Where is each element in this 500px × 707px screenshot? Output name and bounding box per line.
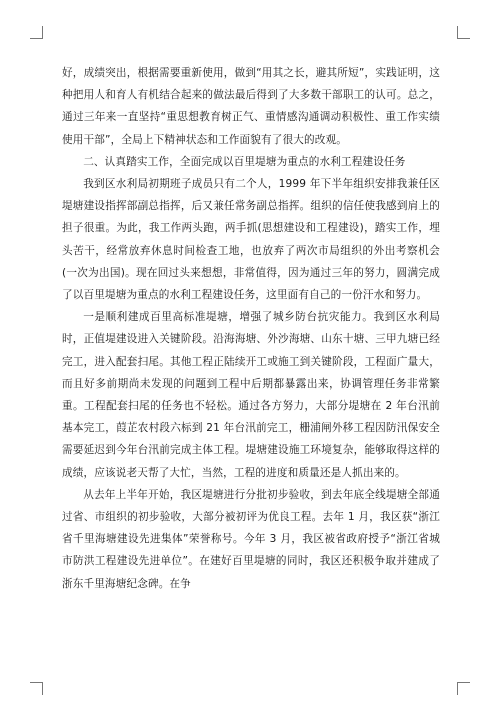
crop-mark-top-left bbox=[30, 26, 43, 39]
document-body bbox=[62, 62, 440, 595]
paragraph: 从去年上半年开始，我区堤塘进行分批初步验收，到去年底全线堤塘全部通过省、市组织的初步验收，大部分被初评为优良工程。去年 1 月，我区获“浙江省千里海塘建设先进集体”荣誉称号。今年 3 月，我区被省政府授予“浙江省城市防洪工程建设先进单位”。在建好百里堤塘的同时，我区还积极争取并建成了浙东千里海塘纪念碑。在争 bbox=[62, 488, 440, 590]
paragraph-continuation: 好，成绩突出，根据需要重新使用，做到“用其之长，避其所短”，实践证明，这种把用人和育人有机结合起来的做法最后得到了大多数干部职工的认可。总之，通过三年来一直坚持“重思想教育树正气、重情感沟通调动积极性、重工作实绩使用干部”，全局上下精神状态和工作面貌有了很大的改观。 bbox=[62, 67, 440, 146]
paragraph: 我到区水利局初期班子成员只有二个人，1999 年下半年组织安排我兼任区堤塘建设指挥部副总指挥，后又兼任常务副总指挥。组织的信任使我感到肩上的担子很重。为此，我工作两头跑，两手抓(思想建设和工程建设)，踏实工作，埋头苦干，经常放弃休息时间检查工地，也放弃了两次市局组织的外出考察机会(一次为出国)。现在回过头来想想，非常值得，因为通过三年的努力，圆满完成了以百里堤塘为重点的水利工程建设任务，这里面有自己的一份汗水和努力。 bbox=[62, 178, 440, 302]
crop-mark-bottom-left bbox=[30, 682, 43, 695]
crop-mark-top-right bbox=[457, 26, 470, 39]
paragraph: 一是顺利建成百里高标准堤塘，增强了城乡防台抗灾能力。我到区水利局时，正值堤建设进入关键阶段。沿海海塘、外沙海塘、山东十塘、三甲九塘已经完工，进入配套扫尾。其他工程正陆续开工或施工到关键阶段，工程面广量大，而且好多前期尚未发现的问题到工程中后期都暴露出来，协调管理任务非常繁重。工程配套扫尾的任务也不轻松。通过各方努力，大部分堤塘在 2 年台汛前基本完工，葭芷农村段六标到 21 年台汛前完工，栅浦闸外移工程因防汛保安全需要延迟到今年台汛前完成主体工程。堤塘建设施工环境复杂，能够取得这样的成绩，应该说老天帮了大忙，当然，工程的进度和质量还是人抓出来的。 bbox=[62, 311, 440, 479]
section-heading: 二、认真踏实工作，全面完成以百里堤塘为重点的水利工程建设任务 bbox=[83, 155, 406, 168]
crop-mark-bottom-right bbox=[457, 682, 470, 695]
